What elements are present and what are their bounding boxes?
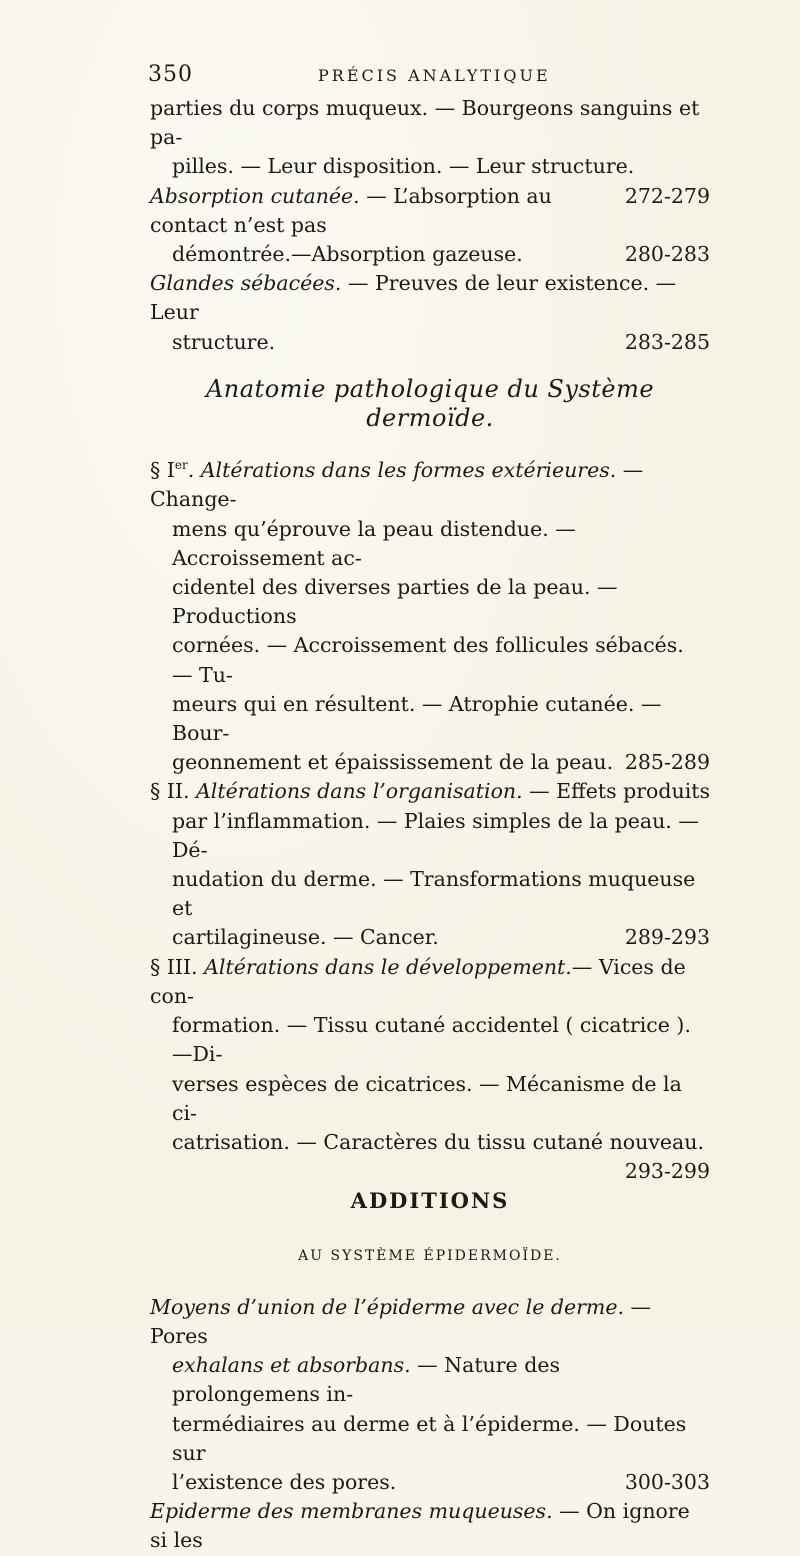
entry-title: Moyens d’union de l’épiderme avec le derme.: [150, 1294, 625, 1319]
paragraph-text: geonnement et épaississement de la peau.: [172, 750, 614, 775]
page-range: 272-279: [624, 183, 710, 208]
paragraph-line: catrisation. — Caractères du tissu cutané nouveau.: [172, 1129, 704, 1154]
entry-title: exhalans et absorbans.: [172, 1353, 411, 1378]
entry-title: Absorption cutanée.: [150, 183, 360, 208]
entry-text: l’existence des pores.: [172, 1469, 397, 1494]
entry-text: — Preuves de leur existence. — Leur: [150, 271, 677, 325]
entry-line: [150, 182, 710, 240]
entry-line: termédiaires au derme et à l’épiderme. — Doutes sur: [172, 1411, 687, 1465]
entry-text: démontrée.—Absorption gazeuse.: [172, 242, 523, 267]
paragraph-line: mens qu’éprouve la peau distendue. —Accroissement ac-: [172, 516, 576, 570]
page-range: 285-289: [624, 750, 710, 775]
entry-text: pilles. — Leur disposition. — Leur structure.: [172, 154, 635, 179]
paragraph-title: Altérations dans l’organisation.: [189, 779, 523, 804]
superscript: er: [174, 458, 188, 473]
paragraph-text: — Vices de con-: [150, 954, 686, 1008]
entry-line: [150, 1293, 710, 1351]
paragraph-mark: § II.: [150, 779, 190, 804]
section-paragraph: [150, 451, 710, 777]
paragraph-mark: § III.: [150, 954, 198, 979]
entry-text: — Pores: [150, 1294, 652, 1348]
toc-entry: [150, 1293, 710, 1497]
paragraph-line: [150, 451, 710, 514]
paragraph-mark: § I: [150, 458, 175, 483]
additions-subheading: AU SYSTÈME ÉPIDERMOÏDE.: [298, 1247, 562, 1264]
page-range: 289-293: [624, 925, 710, 950]
entry-text: structure.: [172, 329, 276, 354]
page-range: 293-299: [624, 1159, 710, 1184]
paragraph-line: formation. — Tissu cutané accidentel ( cicatrice ).—Di-: [172, 1013, 691, 1067]
page-body: [150, 94, 710, 1556]
entry-line: [150, 1351, 710, 1409]
paragraph-line: meurs qui en résultent. — Atrophie cutanée. — Bour-: [172, 691, 662, 746]
paragraph-line: par l’inflammation. — Plaies simples de la peau. — Dé-: [172, 808, 699, 862]
entry-line: [150, 328, 710, 357]
paragraph-title: Altérations dans le développement.: [197, 954, 572, 979]
paragraph-line: cidentel des diverses parties de la peau. — Productions: [172, 575, 618, 629]
page-range: 280-283: [624, 242, 710, 267]
entry-line: [150, 1497, 710, 1555]
running-title: PRÉCIS ANALYTIQUE: [318, 66, 551, 85]
paragraph-line: verses espèces de cicatrices. — Mécanisme de la ci-: [172, 1071, 682, 1125]
paragraph-title: . Altérations dans les formes extérieures.: [187, 458, 617, 483]
entry-line: [150, 240, 710, 269]
paragraph-line: [150, 1157, 710, 1186]
entry-title: Epiderme des membranes muqueuses.: [150, 1499, 553, 1524]
section-paragraph: [150, 777, 710, 952]
paragraph-text: cartilagineuse. — Cancer.: [172, 925, 439, 950]
paragraph-line: [150, 923, 710, 952]
paragraph-text: — Change-: [150, 458, 644, 512]
paragraph-line: cornées. — Accroissement des follicules sébacés. — Tu-: [172, 633, 684, 687]
additions-heading: ADDITIONS: [350, 1188, 510, 1214]
entry-line: parties du corps muqueux. — Bourgeons sanguins et pa-: [150, 96, 700, 150]
toc-entry: [150, 269, 710, 357]
entry-text: — Nature des prolongemens in-: [172, 1353, 560, 1407]
section-paragraph: [150, 953, 710, 1187]
page-range: 300-303: [624, 1469, 710, 1494]
paragraph-text: — Effets produits: [522, 779, 711, 804]
running-head: [148, 62, 708, 92]
toc-entry: [150, 182, 710, 270]
paragraph-line: nudation du derme. — Transformations muqueuse et: [172, 867, 696, 921]
toc-entry: [150, 1497, 710, 1555]
entry-line: [150, 1468, 710, 1497]
page-range: 283-285: [624, 329, 710, 354]
page-number: 350: [148, 62, 193, 87]
paragraph-line: [150, 953, 710, 1011]
entry-title: Glandes sébacées.: [150, 271, 342, 296]
paragraph-line: [150, 748, 710, 777]
entry-text: — On ignore si les: [150, 1499, 690, 1553]
paragraph-line: [150, 777, 710, 806]
section-heading: Anatomie pathologique du Système dermoïde.: [205, 374, 655, 433]
entry-line: [150, 269, 710, 327]
entry-text: — L’absorption au contact n’est pas: [150, 183, 552, 237]
